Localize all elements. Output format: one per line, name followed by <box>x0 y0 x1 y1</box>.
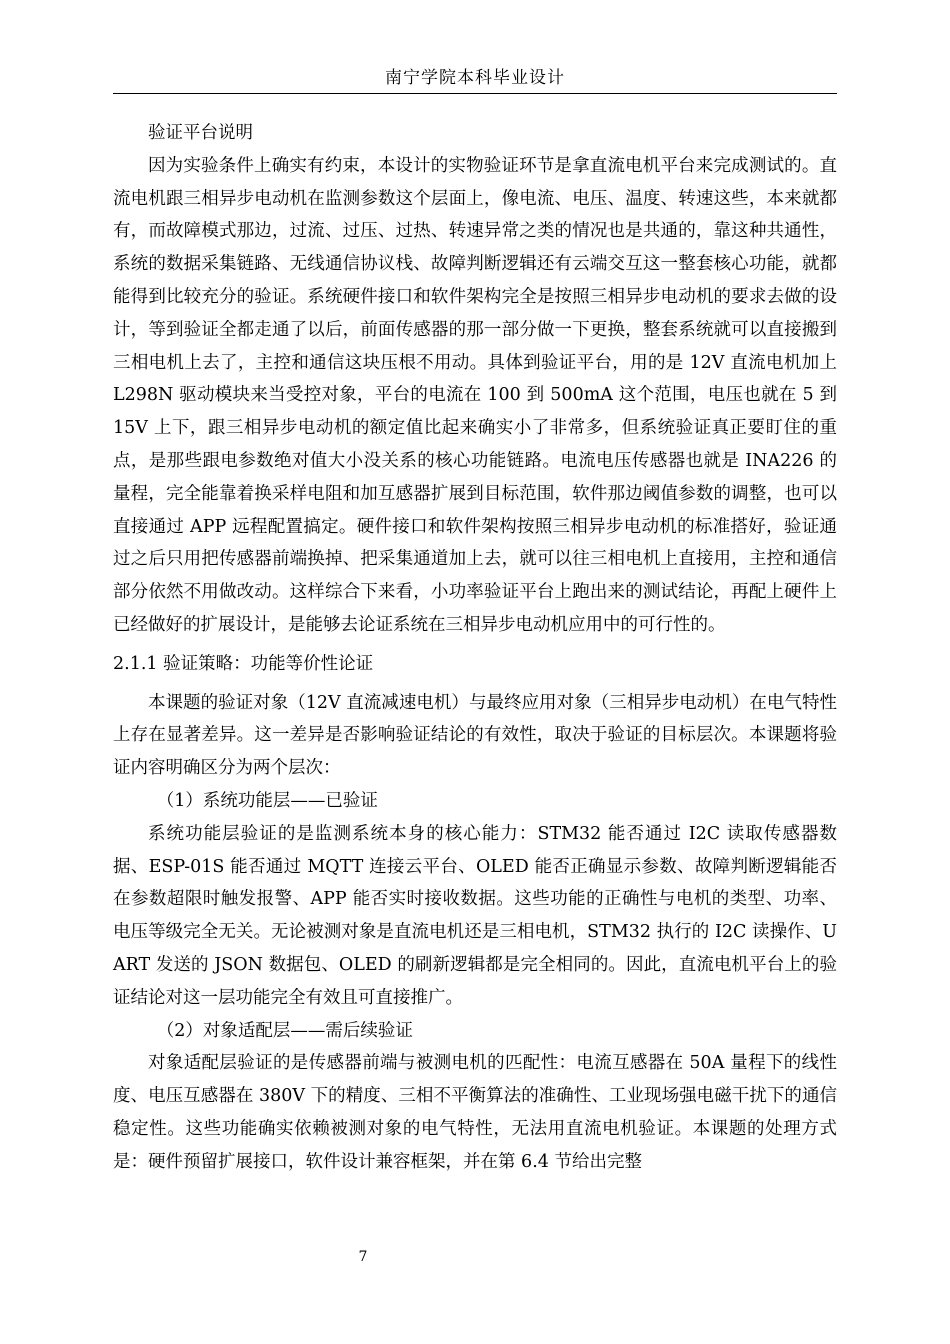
header-divider <box>113 93 837 94</box>
list-item-system-function-layer: （1）系统功能层——已验证 <box>156 790 378 811</box>
paragraph-platform-description: 因为实验条件上确实有约束，本设计的实物验证环节是拿直流电机平台来完成测试的。直流电机跟三相异步电动机在监测参数这个层面上，像电流、电压、温度、转速这些，本来就都有，而故障模式那边，过流、过压、过热、转速异常之类的情况也是共通的，靠这种共通性，系统的数据采集链路、无线通信协议栈、故障判断逻辑还有云端交互这一整套核心功能，就都能得到比较充分的验证。系统硬件接口和软件架构完全是按照三相异步电动机的要求去做的设计，等到验证全都走通了以后，前面传感器的那一部分做一下更换，整套系统就可以直接搬到三相电机上去了，主控和通信这块压根不用动。具体到验证平台，用的是 12V 直流电机加上 L298N 驱动模块来当受控对象，平台的电流在 100 到 500mA 这个范围，电压也就在 5 到 15V 上下，跟三相异步电动机的额定值比起来确实小了非常多，但系统验证真正要盯住的重点，是那些跟电参数绝对值大小没关系的核心功能链路。电流电压传感器也就是 INA226 的量程，完全能靠着换采样电阻和加互感器扩展到目标范围，软件那边阈值参数的调整，也可以直接通过 APP 远程配置搞定。硬件接口和软件架构按照三相异步电动机的标准搭好，验证通过之后只用把传感器前端换掉、把采集通道加上去，就可以往三相电机上直接用，主控和通信部分依然不用做改动。这样综合下来看，小功率验证平台上跑出来的测试结论，再配上硬件上已经做好的扩展设计，是能够去论证系统在三相异步电动机应用中的可行性的。 <box>113 155 837 635</box>
page-body <box>113 117 837 1179</box>
paragraph-verification-strategy: 本课题的验证对象（12V 直流减速电机）与最终应用对象（三相异步电动机）在电气特性上存在显著差异。这一差异是否影响验证结论的有效性，取决于验证的目标层次。本课题将验证内容明确区分为两个层次： <box>113 692 837 779</box>
list-item-object-adaptation-layer: （2）对象适配层——需后续验证 <box>156 1020 413 1041</box>
paragraph-system-function-layer: 系统功能层验证的是监测系统本身的核心能力：STM32 能否通过 I2C 读取传感器数据、ESP-01S 能否通过 MQTT 连接云平台、OLED 能否正确显示参数、故障判断逻辑能否在参数超限时触发报警、APP 能否实时接收数据。这些功能的正确性与电机的类型、功率、电压等级完全无关。无论被测对象是直流电机还是三相电机，STM32 执行的 I2C 读操作、UART 发送的 JSON 数据包、OLED 的刷新逻辑都是完全相同的。因此，直流电机平台上的验证结论对这一层功能完全有效且可直接推广。 <box>113 823 837 1008</box>
page-header-title: 南宁学院本科毕业设计 <box>385 68 565 88</box>
section-heading-2-1-1: 2.1.1 验证策略：功能等价性论证 <box>113 653 374 674</box>
page-number: 7 <box>358 1249 368 1265</box>
section-label: 验证平台说明 <box>148 123 253 143</box>
paragraph-object-adaptation-layer: 对象适配层验证的是传感器前端与被测电机的匹配性：电流互感器在 50A 量程下的线性度、电压互感器在 380V 下的精度、三相不平衡算法的准确性、工业现场强电磁干扰下的通信稳定性。这些功能确实依赖被测对象的电气特性，无法用直流电机验证。本课题的处理方式是：硬件预留扩展接口，软件设计兼容框架，并在第 6.4 节给出完整 <box>113 1053 837 1172</box>
